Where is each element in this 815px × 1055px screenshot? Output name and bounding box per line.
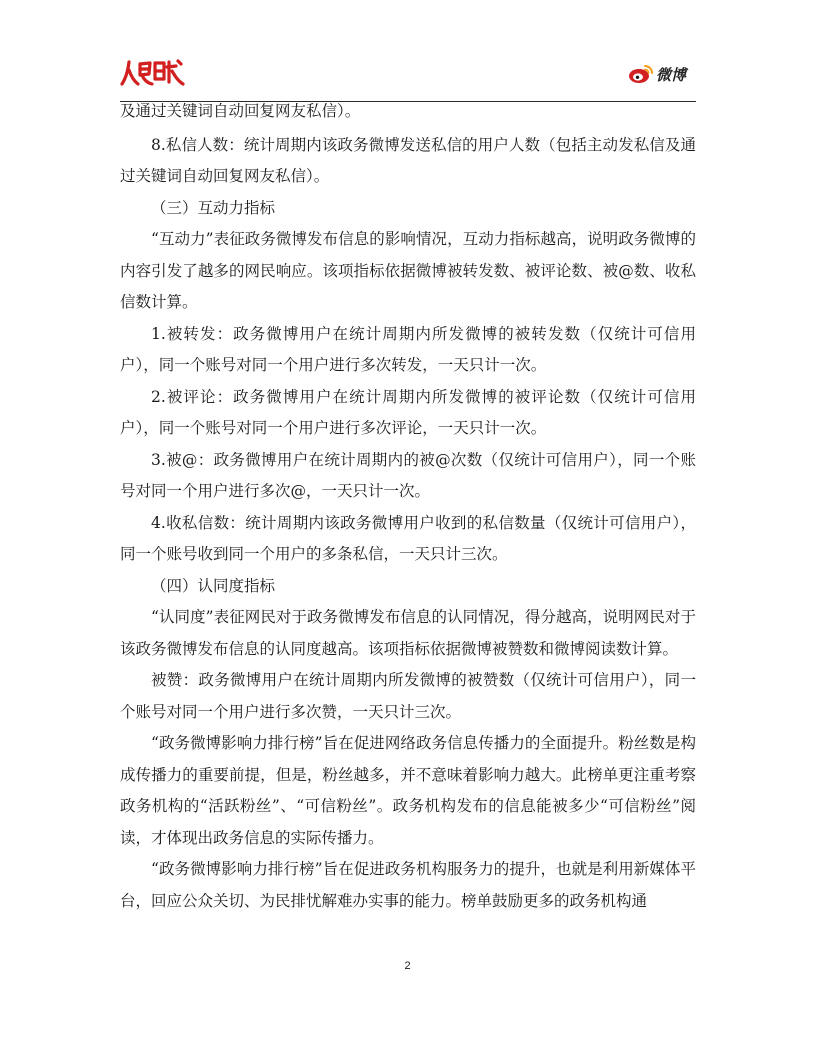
weibo-logo-icon (628, 60, 708, 88)
list-item-comments: 2.被评论：政务微博用户在统计周期内所发微博的被评论数（仅统计可信用户），同一个账号对同一个用户进行多次评论，一天只计一次。 (120, 387, 696, 437)
list-item-reposts: 1.被转发：政务微博用户在统计周期内所发微博的被转发数（仅统计可信用户），同一个账号对同一个用户进行多次转发，一天只计一次。 (120, 324, 696, 374)
list-item-mentions: 3.被@：政务微博用户在统计周期内的被@次数（仅统计可信用户），同一个账号对同一个用户进行多次@，一天只计一次。 (120, 450, 696, 500)
section-heading-interaction: （三）互动力指标 (151, 198, 276, 217)
paragraph-ranking-service: “政务微博影响力排行榜”旨在促进政务机构服务力的提升，也就是利用新媒体平台，回应公众关切、为民排忧解难办实事的能力。榜单鼓励更多的政务机构通 (120, 860, 696, 910)
weibo-logo-text: 微博 (656, 65, 687, 84)
paragraph-ranking-influence: “政务微博影响力排行榜”旨在促进网络政务信息传播力的全面提升。粉丝数是构成传播力的重要前提，但是，粉丝越多，并不意味着影响力越大。此榜单更注重考察政务机构的“活跃粉丝”、“可信粉丝”。政务机构发布的信息能被多少“可信粉丝”阅读，才体现出政务信息的实际传播力。 (120, 734, 696, 847)
paragraph-approval-definition: “认同度”表征网民对于政务微博发布信息的认同情况，得分越高，说明网民对于该政务微博发布信息的认同度越高。该项指标依据微博被赞数和微博阅读数计算。 (120, 608, 696, 658)
section-heading-approval: （四）认同度指标 (151, 576, 276, 595)
list-item-private-messages: 4.收私信数：统计周期内该政务微博用户收到的私信数量（仅统计可信用户），同一个账号收到同一个用户的多条私信，一天只计三次。 (120, 513, 696, 563)
document-body (120, 96, 696, 917)
paragraph-likes: 被赞：政务微博用户在统计周期内所发微博的被赞数（仅统计可信用户），同一个账号对同一个用户进行多次赞，一天只计三次。 (120, 671, 696, 721)
paragraph-continuation: 及通过关键词自动回复网友私信）。 (120, 102, 361, 120)
peoples-daily-logo-icon (120, 52, 190, 92)
list-item-private-message-users: 8.私信人数：统计周期内该政务微博发送私信的用户人数（包括主动发私信及通过关键词自动回复网友私信）。 (120, 135, 696, 185)
page-number: 2 (404, 960, 411, 972)
paragraph-interaction-definition: “互动力”表征政务微博发布信息的影响情况，互动力指标越高，说明政务微博的内容引发了越多的网民响应。该项指标依据微博被转发数、被评论数、被@数、收私信数计算。 (120, 230, 696, 311)
page-header (0, 0, 815, 103)
